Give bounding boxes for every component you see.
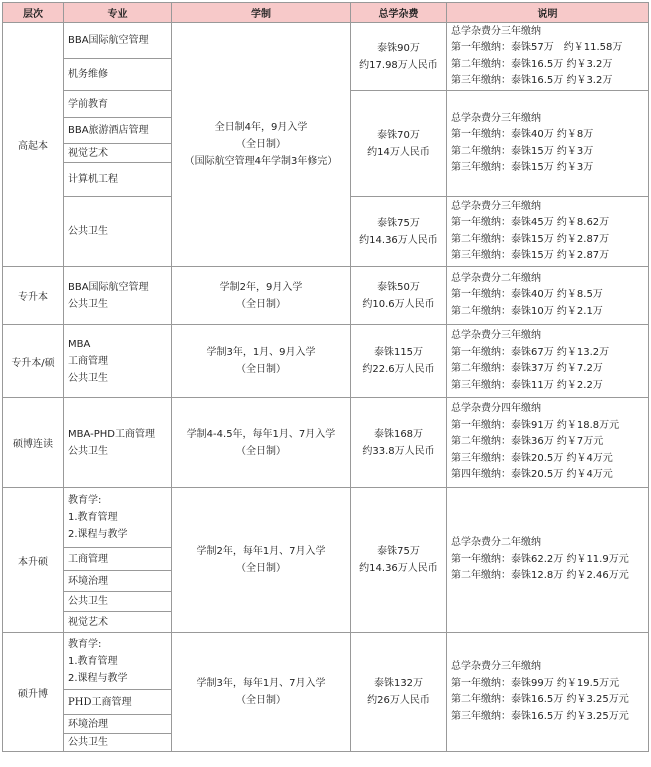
- fee-line: 约17.98万人民币: [359, 59, 438, 71]
- major-cell: [64, 398, 172, 488]
- fee-line: 泰铢75万: [377, 546, 420, 557]
- major-cell: 公共卫生: [64, 734, 172, 752]
- fee-cell: [351, 488, 447, 633]
- desc-line: 第一年缴纳：泰铢99万 约￥19.5万元: [451, 677, 620, 689]
- major-line: 2.课程与教学: [68, 672, 128, 684]
- major-cell: 计算机工程: [64, 163, 172, 197]
- desc-cell: [447, 488, 649, 633]
- fee-line: 约26万人民币: [367, 695, 430, 706]
- fee-line: 泰铢132万: [373, 678, 424, 689]
- desc-cell: [447, 197, 649, 267]
- major-cell: [64, 325, 172, 398]
- fee-cell: [351, 325, 447, 398]
- desc-line: 第二年缴纳：泰铢37万 约￥7.2万: [451, 363, 603, 374]
- major-cell: 公共卫生: [64, 197, 172, 267]
- duration-line: 学制2年，9月入学: [219, 281, 303, 293]
- duration-line: （国际航空管理4年学制3年修完）: [184, 156, 338, 167]
- duration-line: 学制3年，1月、9月入学: [206, 347, 316, 358]
- duration-line: 全日制4年，9月入学: [214, 122, 308, 133]
- table-row: [3, 23, 649, 59]
- desc-line: 第二年缴纳：泰铢16.5万 约￥3.25万元: [451, 694, 629, 705]
- fee-cell: [351, 398, 447, 488]
- header-major: 专业: [64, 3, 172, 23]
- duration-line: （全日制）: [236, 445, 286, 457]
- desc-line: 第三年缴纳：泰铢15万 约￥3万: [451, 162, 594, 173]
- desc-line: 总学杂费分三年缴纳: [451, 330, 541, 341]
- desc-cell: [447, 398, 649, 488]
- header-duration: 学制: [172, 3, 351, 23]
- desc-cell: [447, 267, 649, 325]
- major-cell: [64, 488, 172, 548]
- major-cell: 学前教育: [64, 91, 172, 118]
- fee-line: 泰铢70万: [377, 129, 420, 141]
- major-line: 1.教育管理: [68, 655, 118, 667]
- desc-line: 第三年缴纳：泰铢11万 约￥2.2万: [451, 379, 603, 391]
- desc-line: 总学杂费分三年缴纳: [451, 200, 541, 212]
- desc-line: 第一年缴纳：泰铢40万 约￥8.5万: [451, 289, 603, 301]
- fee-line: 约14.36万人民币: [359, 563, 438, 574]
- desc-cell: [447, 633, 649, 752]
- duration-cell: [172, 488, 351, 633]
- desc-line: 第二年缴纳：泰铢15万 约￥2.87万: [451, 233, 610, 245]
- fee-cell: [351, 267, 447, 325]
- desc-line: 第二年缴纳：泰铢36万 约￥7万元: [451, 436, 604, 448]
- major-cell: 机务维修: [64, 59, 172, 91]
- fee-line: 泰铢90万: [377, 42, 420, 54]
- major-line: 教育学:: [68, 495, 102, 506]
- duration-cell: [172, 267, 351, 325]
- fee-cell: [351, 633, 447, 752]
- table-row: [3, 325, 649, 398]
- desc-line: 第一年缴纳：泰铢45万 约￥8.62万: [451, 217, 610, 228]
- desc-line: 总学杂费分二年缴纳: [451, 272, 541, 284]
- fee-line: 泰铢50万: [377, 281, 420, 293]
- fee-cell: [351, 197, 447, 267]
- desc-line: 第三年缴纳：泰铢16.5万 约￥3.25万元: [451, 710, 629, 722]
- level-cell: 硕博连读: [3, 398, 64, 488]
- desc-line: 第一年缴纳：泰铢91万 约￥18.8万元: [451, 419, 620, 431]
- major-cell: [64, 633, 172, 690]
- desc-cell: [447, 23, 649, 91]
- duration-line: 学制2年，每年1月、7月入学: [196, 546, 326, 557]
- desc-line: 第一年缴纳：泰铢62.2万 约￥11.9万元: [451, 553, 629, 565]
- major-cell: 环境治理: [64, 715, 172, 734]
- desc-cell: [447, 325, 649, 398]
- desc-line: 第三年缴纳：泰铢15万 约￥2.87万: [451, 250, 610, 261]
- duration-line: （全日制）: [236, 298, 286, 310]
- fee-cell: [351, 23, 447, 91]
- major-cell: 环境治理: [64, 571, 172, 592]
- desc-line: 第二年缴纳：泰铢12.8万 约￥2.46万元: [451, 570, 629, 582]
- major-cell: BBA旅游酒店管理: [64, 118, 172, 144]
- duration-cell: [172, 23, 351, 267]
- header-desc: 说明: [447, 3, 649, 23]
- header-row: [3, 3, 649, 23]
- duration-line: 学制3年，每年1月、7月入学: [196, 678, 326, 689]
- desc-line: 总学杂费分三年缴纳: [451, 112, 541, 124]
- fee-line: 泰铢168万: [373, 428, 424, 440]
- level-cell: 专升本/硕: [3, 325, 64, 398]
- major-cell: 视觉艺术: [64, 144, 172, 163]
- major-cell: 公共卫生: [64, 592, 172, 612]
- duration-cell: [172, 325, 351, 398]
- tuition-table-page: [2, 2, 648, 764]
- desc-line: 第一年缴纳：泰铢40万 约￥8万: [451, 129, 594, 140]
- table-row: [3, 633, 649, 690]
- level-cell: 专升本: [3, 267, 64, 325]
- desc-line: 第二年缴纳：泰铢16.5万 约￥3.2万: [451, 58, 613, 70]
- fee-line: 约10.6万人民币: [362, 298, 435, 310]
- level-cell: 高起本: [3, 23, 64, 267]
- major-line: 1.教育管理: [68, 512, 118, 523]
- major-line: 2.课程与教学: [68, 529, 128, 540]
- desc-line: 第二年缴纳：泰铢10万 约￥2.1万: [451, 305, 603, 317]
- major-cell: 视觉艺术: [64, 612, 172, 633]
- desc-line: 第一年缴纳：泰铢67万 约￥13.2万: [451, 346, 610, 358]
- duration-line: （全日制）: [236, 139, 286, 150]
- major-cell: 工商管理: [64, 548, 172, 571]
- duration-line: （全日制）: [236, 563, 286, 574]
- major-line: 工商管理: [68, 355, 108, 367]
- table-row: [3, 488, 649, 548]
- duration-line: （全日制）: [236, 695, 286, 706]
- fee-line: 约14万人民币: [367, 146, 430, 158]
- tuition-table: [2, 2, 649, 752]
- major-cell: [64, 267, 172, 325]
- major-line: 公共卫生: [68, 298, 108, 310]
- level-cell: 硕升博: [3, 633, 64, 752]
- desc-line: 总学杂费分二年缴纳: [451, 537, 541, 549]
- major-cell: BBA国际航空管理: [64, 23, 172, 59]
- table-row: [3, 398, 649, 488]
- major-line: MBA-PHD工商管理: [68, 428, 155, 440]
- major-line: 公共卫生: [68, 372, 108, 384]
- fee-line: 泰铢75万: [377, 217, 420, 229]
- desc-line: 第三年缴纳：泰铢16.5万 约￥3.2万: [451, 75, 613, 86]
- fee-line: 泰铢115万: [373, 347, 424, 358]
- desc-line: 总学杂费分四年缴纳: [451, 403, 541, 415]
- fee-line: 约33.8万人民币: [362, 445, 435, 457]
- duration-line: 学制4-4.5年，每年1月、7月入学: [186, 428, 336, 440]
- desc-line: 第四年缴纳：泰铢20.5万 约￥4万元: [451, 469, 613, 481]
- header-level: 层次: [3, 3, 64, 23]
- desc-line: 总学杂费分三年缴纳: [451, 25, 541, 37]
- desc-line: 第三年缴纳：泰铢20.5万 约￥4万元: [451, 452, 613, 464]
- table-row: [3, 267, 649, 325]
- major-line: 公共卫生: [68, 445, 108, 457]
- duration-line: （全日制）: [236, 364, 286, 375]
- major-line: BBA国际航空管理: [68, 281, 149, 293]
- desc-line: 第一年缴纳：泰铢57万 约￥11.58万: [451, 42, 623, 53]
- duration-cell: [172, 633, 351, 752]
- fee-cell: [351, 91, 447, 197]
- desc-line: 第二年缴纳：泰铢15万 约￥3万: [451, 145, 594, 157]
- fee-line: 约14.36万人民币: [359, 234, 438, 246]
- duration-cell: [172, 398, 351, 488]
- fee-line: 约22.6万人民币: [362, 364, 435, 375]
- major-line: MBA: [68, 338, 91, 350]
- header-fee: 总学杂费: [351, 3, 447, 23]
- desc-line: 总学杂费分三年缴纳: [451, 661, 541, 672]
- level-cell: 本升硕: [3, 488, 64, 633]
- desc-cell: [447, 91, 649, 197]
- major-cell: PHD工商管理: [64, 690, 172, 715]
- major-line: 教育学:: [68, 638, 102, 650]
